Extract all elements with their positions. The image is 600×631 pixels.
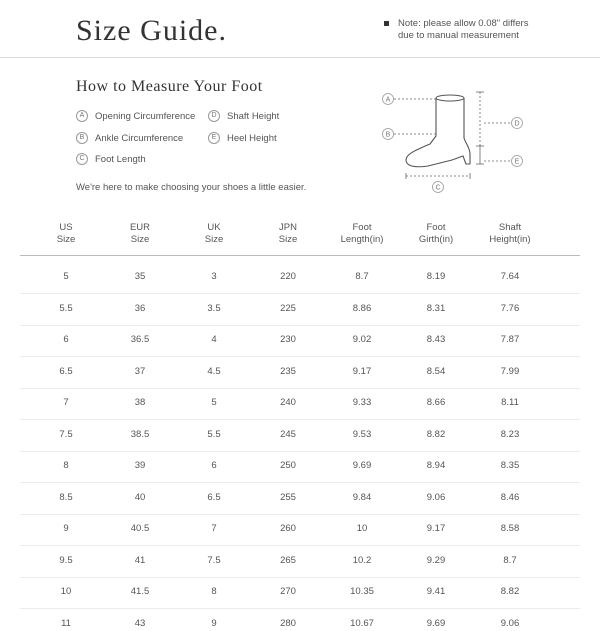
table-row: [0, 459, 600, 473]
table-cell: 7: [211, 523, 217, 534]
header-foot-girth: Foot Girth(in): [418, 222, 454, 245]
marker-a-label: A: [385, 96, 391, 104]
table-cell: 8.23: [500, 429, 520, 440]
legend-label: Shaft Height: [227, 111, 280, 122]
table-cell: 6.5: [59, 366, 73, 377]
table-cell: 8.11: [501, 397, 519, 408]
table-cell: 37: [134, 366, 146, 377]
header-foot-length: Foot Length(in): [340, 222, 384, 245]
table-row: [0, 365, 600, 379]
table-cell: 36: [134, 303, 146, 314]
row-divider: [20, 514, 580, 515]
table-cell: 8.7: [503, 555, 517, 566]
table-cell: 35: [134, 271, 146, 282]
table-cell: 9.06: [500, 618, 520, 629]
table-cell: 8.82: [426, 429, 446, 440]
table-cell: 7: [63, 397, 69, 408]
note-line-1: Note: please allow 0.08" differs: [398, 18, 529, 29]
table-cell: 8.5: [59, 492, 73, 503]
table-cell: 245: [280, 429, 296, 440]
measurement-note: [384, 18, 528, 42]
legend-label: Opening Circumference: [95, 111, 196, 122]
table-cell: 9: [63, 523, 69, 534]
table-cell: 9.69: [352, 460, 372, 471]
table-cell: 265: [280, 555, 296, 566]
table-cell: 8.19: [426, 271, 446, 282]
legend-item-heel-height: [208, 132, 277, 146]
table-row: [0, 302, 600, 316]
table-cell: 8.58: [500, 523, 520, 534]
table-cell: 38: [134, 397, 146, 408]
section-heading: How to Measure Your Foot: [76, 78, 263, 95]
table-cell: 6.5: [207, 492, 221, 503]
table-cell: 10.67: [350, 618, 374, 629]
table-row: [0, 333, 600, 347]
table-cell: 225: [280, 303, 296, 314]
table-cell: 8.7: [355, 271, 369, 282]
table-cell: 9.69: [426, 618, 446, 629]
row-divider: [20, 325, 580, 326]
bullet-icon: [384, 21, 389, 26]
table-cell: 9.41: [426, 586, 446, 597]
table-cell: 6: [211, 460, 217, 471]
table-cell: 10: [356, 523, 368, 534]
table-cell: 4: [211, 334, 217, 345]
table-cell: 7.76: [500, 303, 520, 314]
table-cell: 230: [280, 334, 296, 345]
marker-c-label: C: [435, 184, 441, 192]
table-row: [0, 522, 600, 536]
marker-d-label: D: [514, 120, 520, 128]
table-row: [0, 491, 600, 505]
table-cell: 6: [63, 334, 69, 345]
table-cell: 7.5: [207, 555, 221, 566]
table-cell: 250: [280, 460, 296, 471]
legend-key-c: C: [76, 153, 88, 165]
header-jpn-size: JPN Size: [278, 222, 298, 245]
legend-key-b: B: [76, 132, 88, 144]
table-cell: 7.87: [500, 334, 520, 345]
table-cell: 5.5: [207, 429, 221, 440]
table-cell: 38.5: [130, 429, 150, 440]
table-cell: 8.66: [426, 397, 446, 408]
table-cell: 235: [280, 366, 296, 377]
table-row: [0, 554, 600, 568]
table-cell: 41.5: [130, 586, 150, 597]
table-cell: 260: [280, 523, 296, 534]
table-cell: 36.5: [130, 334, 150, 345]
marker-b-label: B: [385, 131, 391, 139]
legend-item-foot-length: [76, 153, 146, 167]
table-cell: 9.02: [352, 334, 372, 345]
table-cell: 8.35: [500, 460, 520, 471]
table-cell: 3.5: [207, 303, 221, 314]
table-cell: 9.29: [426, 555, 446, 566]
legend-label: Heel Height: [227, 133, 277, 144]
header-us-size: US Size: [56, 222, 76, 245]
table-cell: 9.33: [352, 397, 372, 408]
legend-key-d: D: [208, 110, 220, 122]
marker-e-label: E: [514, 158, 520, 166]
table-cell: 4.5: [207, 366, 221, 377]
row-divider: [20, 293, 580, 294]
header-uk-size: UK Size: [204, 222, 224, 245]
table-cell: 8.31: [426, 303, 446, 314]
legend-label: Ankle Circumference: [95, 133, 184, 144]
note-line-2: due to manual measurement: [398, 30, 519, 41]
row-divider: [20, 388, 580, 389]
table-cell: 8.94: [426, 460, 446, 471]
table-cell: 7.99: [500, 366, 520, 377]
table-cell: 11: [61, 618, 71, 629]
table-cell: 10: [60, 586, 72, 597]
table-cell: 270: [280, 586, 296, 597]
legend-key-a: A: [76, 110, 88, 122]
table-cell: 9.06: [426, 492, 446, 503]
row-divider: [20, 419, 580, 420]
table-cell: 280: [280, 618, 296, 629]
table-cell: 8.46: [500, 492, 520, 503]
header-eur-size: EUR Size: [129, 222, 151, 245]
table-cell: 40.5: [130, 523, 150, 534]
table-cell: 8.86: [352, 303, 372, 314]
table-cell: 240: [280, 397, 296, 408]
table-cell: 9.5: [59, 555, 73, 566]
page-title: Size Guide.: [76, 14, 227, 47]
table-cell: 8.82: [500, 586, 520, 597]
boot-outline: [406, 98, 470, 167]
table-cell: 9: [211, 618, 217, 629]
row-divider: [20, 356, 580, 357]
legend-key-e: E: [208, 132, 220, 144]
table-cell: 255: [280, 492, 296, 503]
legend-item-shaft-height: [208, 110, 279, 124]
table-cell: 9.17: [352, 366, 372, 377]
table-row: [0, 585, 600, 599]
table-cell: 220: [280, 271, 296, 282]
row-divider: [20, 545, 580, 546]
table-header-divider: [20, 255, 580, 256]
header-shaft-height: Shaft Height(in): [489, 222, 531, 245]
table-cell: 5: [211, 397, 217, 408]
table-row: [0, 396, 600, 410]
table-cell: 9.84: [352, 492, 372, 503]
table-cell: 5: [63, 271, 69, 282]
boot-measurement-diagram: [378, 84, 538, 194]
table-cell: 7.64: [500, 271, 520, 282]
table-cell: 3: [211, 271, 217, 282]
table-cell: 8: [211, 586, 217, 597]
row-divider: [20, 451, 580, 452]
table-cell: 5.5: [59, 303, 73, 314]
table-cell: 8: [63, 460, 69, 471]
table-header: [0, 222, 600, 252]
table-cell: 43: [134, 618, 146, 629]
row-divider: [20, 482, 580, 483]
legend-item-ankle: [76, 132, 183, 146]
table-cell: 9.17: [426, 523, 446, 534]
table-cell: 10.35: [350, 586, 374, 597]
table-cell: 8.43: [426, 334, 446, 345]
table-row: [0, 270, 600, 284]
table-cell: 8.54: [426, 366, 446, 377]
row-divider: [20, 577, 580, 578]
table-cell: 40: [134, 492, 146, 503]
legend-label: Foot Length: [95, 154, 146, 165]
table-cell: 9.53: [352, 429, 372, 440]
header-divider: [0, 57, 600, 58]
table-cell: 10.2: [352, 555, 372, 566]
legend-item-opening: [76, 110, 195, 124]
table-cell: 41: [134, 555, 146, 566]
tagline: We're here to make choosing your shoes a little easier.: [76, 182, 307, 193]
boot-opening: [436, 95, 464, 101]
table-row: [0, 428, 600, 442]
table-cell: 39: [134, 460, 146, 471]
table-row: [0, 617, 600, 631]
table-cell: 7.5: [59, 429, 73, 440]
row-divider: [20, 608, 580, 609]
